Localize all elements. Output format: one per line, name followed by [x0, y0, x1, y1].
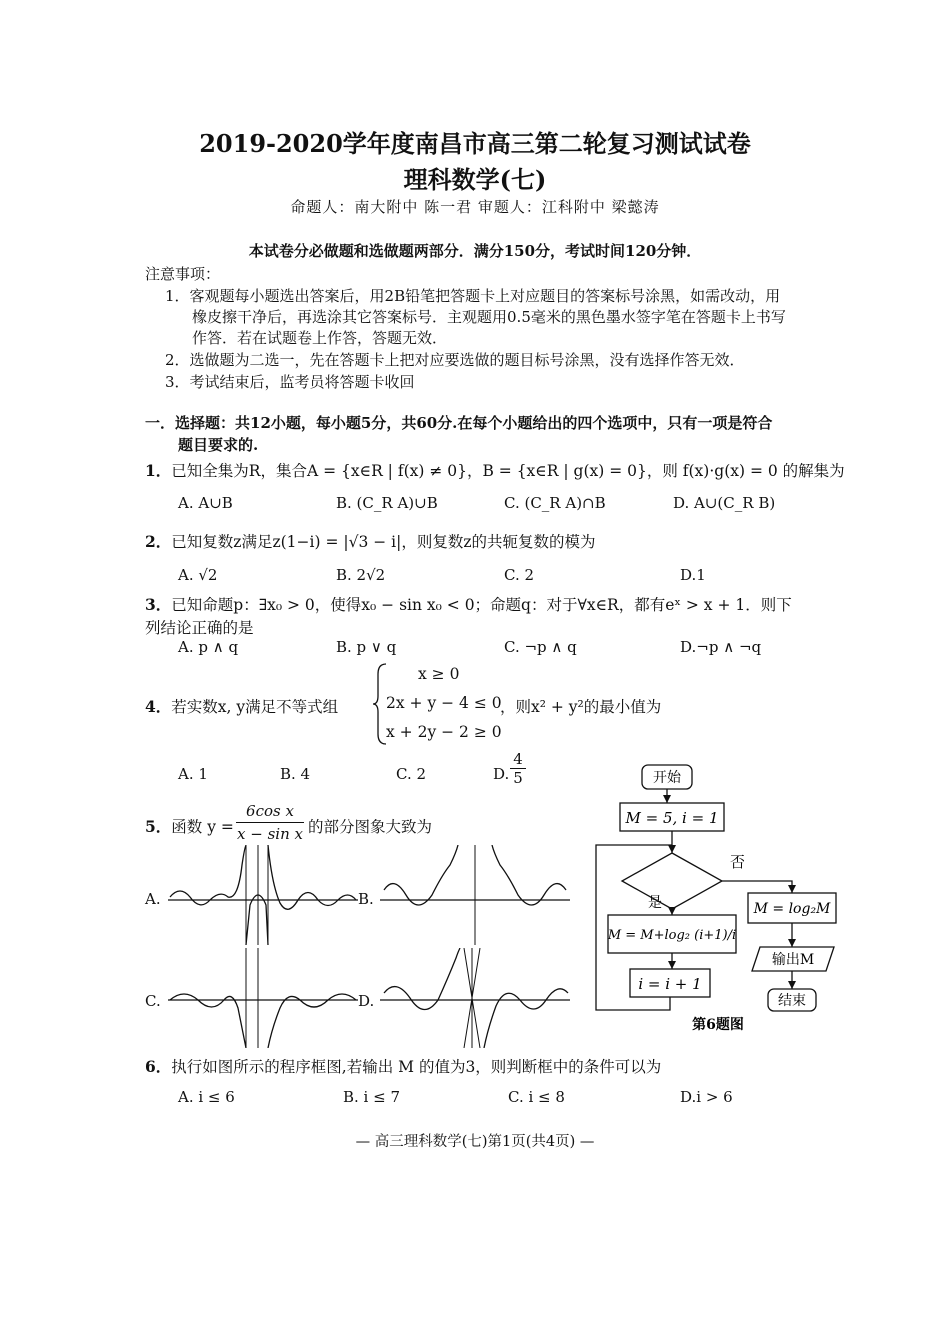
- system-line: x + 2y − 2 ≥ 0: [386, 723, 502, 741]
- fraction-numerator: 6cos x: [236, 800, 304, 823]
- question-3: [145, 593, 792, 615]
- option-a: A. i ≤ 6: [178, 1088, 235, 1106]
- option-b: B. 4: [280, 765, 311, 783]
- flow-start: 开始: [653, 770, 681, 786]
- question-stem: 已知命题p：∃x₀ > 0，使得x₀ − sin x₀ < 0；命题q：对于∀x∈R，都有eˣ > x + 1．则下: [171, 596, 792, 614]
- note-line: 2．选做题为二选一，先在答题卡上把对应要选做的题目标号涂黑，没有选择作答无效．: [165, 351, 745, 369]
- graph-label-b: B.: [358, 890, 374, 908]
- graph-b: [380, 845, 570, 945]
- question-stem: 函数 y =: [171, 818, 234, 836]
- question-stem: 执行如图所示的程序框图,若输出 M 的值为3，则判断框中的条件可以为: [171, 1058, 662, 1076]
- flow-caption: 第6题图: [692, 1017, 744, 1033]
- exam-intro: 本试卷分必做题和选做题两部分．满分150分，考试时间120分钟．: [248, 242, 702, 260]
- graph-label-d: D.: [358, 992, 375, 1010]
- system-line: x ≥ 0: [418, 665, 460, 683]
- question-number: 1．: [145, 461, 172, 480]
- page-footer: — 高三理科数学(七)第1页(共4页) —: [355, 1134, 595, 1150]
- flow-output: 输出M: [771, 952, 815, 968]
- note-line: 作答．若在试题卷上作答，答题无效．: [192, 329, 448, 347]
- question-6: [145, 1055, 661, 1077]
- option-c: C. i ≤ 8: [508, 1088, 565, 1106]
- option-b: B. (C_R A)∪B: [336, 494, 438, 512]
- question-4: [145, 695, 338, 717]
- flowchart: [590, 755, 850, 1045]
- system-line: 2x + y − 4 ≤ 0: [386, 694, 502, 712]
- question-stem-cont: 列结论正确的是: [145, 619, 254, 637]
- question-number: 5．: [145, 817, 172, 836]
- flow-final: M = log₂M: [753, 901, 831, 917]
- flow-init: M = 5, i = 1: [625, 809, 719, 827]
- option-a: A. A∪B: [178, 494, 233, 512]
- option-c: C. 2: [504, 566, 535, 584]
- flow-yes: 是: [648, 895, 662, 911]
- graph-label-a: A.: [145, 890, 161, 908]
- question-stem-cont: ，则x² + y²的最小值为: [500, 698, 662, 716]
- fraction: [236, 800, 304, 845]
- flow-no: 否: [730, 853, 746, 871]
- graph-a: [168, 845, 358, 945]
- question-stem-cont: 的部分图象大致为: [308, 818, 433, 836]
- graph-d: [380, 948, 570, 1048]
- option-c: C. ¬p ∧ q: [504, 638, 577, 656]
- question-stem: 若实数x, y满足不等式组: [171, 698, 339, 716]
- option-b: B. i ≤ 7: [343, 1088, 401, 1106]
- question-number: 6．: [145, 1057, 172, 1076]
- question-number: 4．: [145, 697, 172, 716]
- fraction-denominator: x − sin x: [237, 825, 303, 843]
- option-c: C. (C_R A)∩B: [504, 494, 606, 512]
- flow-assign: M = M+log₂ (i+1)/i: [607, 928, 737, 943]
- page-title: 2019-2020学年度南昌市高三第二轮复习测试试卷: [199, 129, 751, 158]
- question-1: [145, 459, 845, 481]
- option-c: C. 2: [396, 765, 427, 783]
- authors-line: 命题人：南大附中 陈一君 审题人：江科附中 梁懿涛: [290, 198, 660, 216]
- page-subtitle: 理科数学(七): [403, 165, 547, 194]
- flow-inc: i = i + 1: [638, 975, 702, 993]
- option-a: A. √2: [178, 566, 218, 584]
- option-a: A. 1: [178, 765, 208, 783]
- option-d: D.i > 6: [680, 1088, 733, 1106]
- option-d: D.: [493, 765, 510, 783]
- fraction-denominator: 5: [513, 769, 523, 787]
- option-a: A. p ∧ q: [178, 638, 239, 656]
- option-d: D.1: [680, 566, 706, 584]
- note-line: 1．客观题每小题选出答案后，用2B铅笔把答题卡上对应题目的答案标号涂黑，如需改动，用: [165, 287, 781, 305]
- note-line: 3．考试结束后，监考员将答题卡收回: [165, 373, 415, 391]
- option-b: B. p ∨ q: [336, 638, 397, 656]
- question-number: 2．: [145, 532, 172, 551]
- question-2: [145, 530, 596, 552]
- question-stem: 已知复数z满足z(1−i) = |√3 − i|，则复数z的共轭复数的模为: [171, 533, 596, 551]
- section-heading: 一．选择题：共12小题，每小题5分，共60分.在每个小题给出的四个选项中，只有一项是符合: [145, 414, 773, 432]
- fraction: [510, 750, 526, 787]
- option-d: D. A∪(C_R B): [673, 494, 776, 512]
- graph-c: [168, 948, 358, 1048]
- question-number: 3．: [145, 595, 172, 614]
- notes-heading: 注意事项：: [145, 265, 221, 283]
- question-stem: 已知全集为R，集合A = {x∈R | f(x) ≠ 0}，B = {x∈R | g(x) = 0}，则 f(x)·g(x) = 0 的解集为: [171, 462, 845, 480]
- section-heading-cont: 题目要求的.: [178, 436, 259, 454]
- note-line: 橡皮擦干净后，再选涂其它答案标号．主观题用0.5毫米的黑色墨水签字笔在答题卡上书写: [192, 308, 786, 326]
- flow-end: 结束: [778, 993, 806, 1009]
- option-d: D.¬p ∧ ¬q: [680, 638, 762, 656]
- question-5: [145, 815, 234, 837]
- option-b: B. 2√2: [336, 566, 386, 584]
- graph-label-c: C.: [145, 992, 161, 1010]
- fraction-numerator: 4: [510, 750, 526, 769]
